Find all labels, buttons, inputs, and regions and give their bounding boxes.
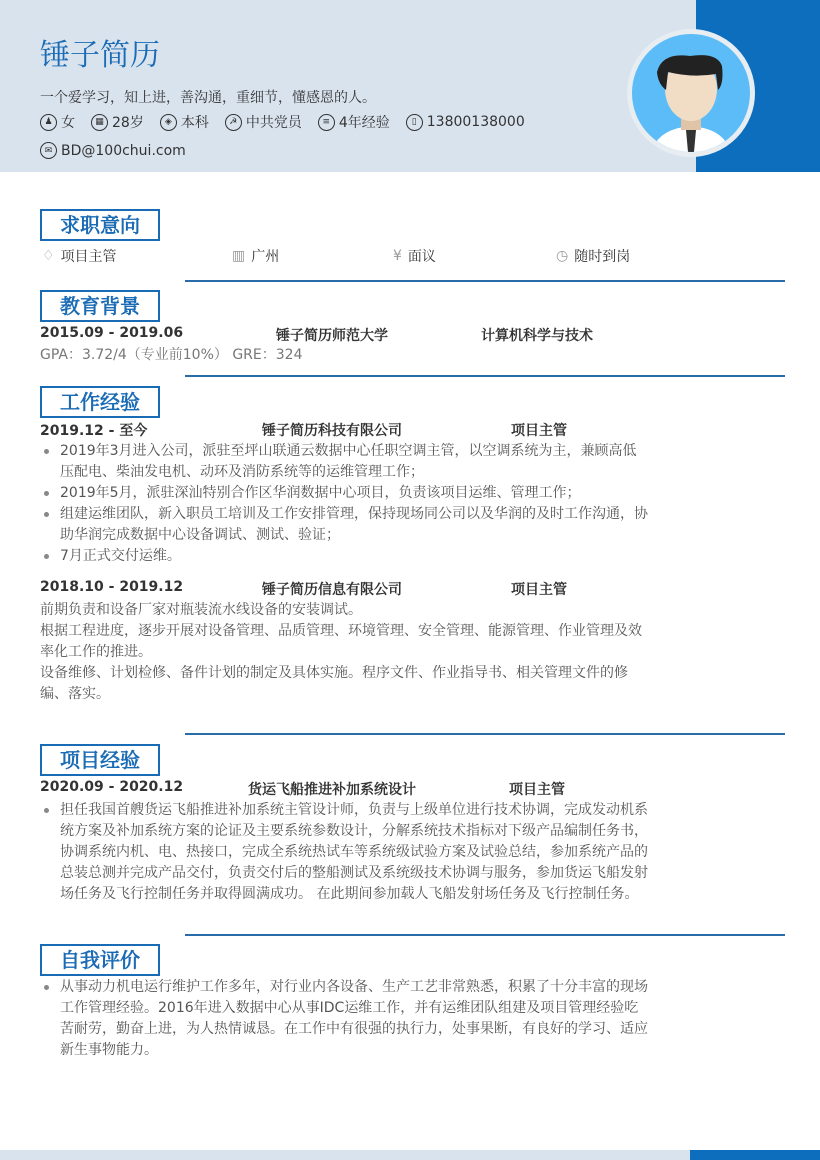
edu-detail: GPA：3.72/4（专业前10%） GRE：324 — [40, 347, 303, 363]
job-description — [40, 600, 650, 705]
info-phone — [406, 112, 525, 132]
info-text: 13800138000 — [426, 114, 525, 130]
intent-text: 广州 — [251, 249, 280, 265]
gender-icon: ♟ — [40, 114, 57, 131]
party-icon: ☭ — [225, 114, 242, 131]
description-line: 设备维修、计划检修、备件计划的制定及具体实施。程序文件、作业指导书、相关管理文件的修编、落实。 — [40, 665, 628, 702]
project-bullets — [40, 800, 650, 905]
job-date: 2019.12 - 至今 — [40, 423, 148, 439]
motto: 一个爱学习，知上进，善沟通，重细节，懂感恩的人。 — [40, 90, 376, 106]
experience-icon: ≡ — [318, 114, 335, 131]
list-item: 从事动力机电运行维护工作多年，对行业内各设备、生产工艺非常熟悉，积累了十分丰富的现场工作管理经验。2016年进入数据中心从事IDC运维工作，并有运维团队组建及项目管理经验吃苦耐劳，勤奋上进，为人热情诚恳。在工作中有很强的执行力，处事果断，有良好的学习、适应新生事物能力。 — [40, 977, 650, 1061]
avatar — [627, 29, 755, 157]
calendar-icon: ▦ — [91, 114, 108, 131]
intent-position — [42, 246, 117, 266]
job-role: 项目主管 — [511, 423, 567, 439]
intent-salary — [393, 246, 436, 266]
divider — [185, 934, 785, 936]
edu-date: 2015.09 - 2019.06 — [40, 325, 184, 341]
info-email — [40, 142, 186, 159]
job-bullets — [40, 441, 650, 567]
job-role: 项目主管 — [511, 582, 567, 598]
edu-major: 计算机科学与技术 — [481, 328, 593, 344]
divider — [185, 280, 785, 282]
yen-icon: ¥ — [393, 248, 402, 264]
info-text: 本科 — [180, 115, 209, 131]
project-name: 货运飞船推进补加系统设计 — [248, 782, 416, 798]
tie-icon: ♢ — [42, 248, 55, 264]
info-age — [91, 112, 144, 132]
info-text: 中共党员 — [245, 115, 302, 131]
divider — [185, 375, 785, 377]
info-gender — [40, 112, 75, 132]
job-company: 锤子简历科技有限公司 — [262, 423, 402, 439]
job-date: 2018.10 - 2019.12 — [40, 579, 184, 595]
info-party — [225, 112, 302, 132]
avatar-illustration — [632, 34, 750, 152]
section-title-self: 自我评价 — [40, 944, 160, 976]
intent-text: 面议 — [407, 249, 436, 265]
intent-city — [232, 246, 279, 266]
email-text: BD@100chui.com — [61, 142, 186, 159]
edu-school: 锤子简历师范大学 — [276, 328, 388, 344]
info-degree — [160, 112, 209, 132]
resume-name: 锤子简历 — [40, 38, 160, 73]
project-role: 项目主管 — [509, 782, 565, 798]
section-title-intent: 求职意向 — [40, 209, 160, 241]
info-text: 4年经验 — [338, 115, 390, 131]
self-bullets — [40, 977, 650, 1061]
clock-icon: ◷ — [556, 248, 569, 264]
list-item: 组建运维团队，新入职员工培训及工作安排管理，保持现场同公司以及华润的及时工作沟通，协助华润完成数据中心设备调试、测试、验证； — [40, 504, 650, 546]
info-text: 28岁 — [112, 115, 144, 131]
project-date: 2020.09 - 2020.12 — [40, 779, 184, 795]
intent-availability — [556, 246, 630, 266]
intent-text: 项目主管 — [60, 249, 117, 265]
personal-info — [40, 112, 525, 132]
list-item: 担任我国首艘货运飞船推进补加系统主管设计师，负责与上级单位进行技术协调，完成发动机系统方案及补加系统方案的论证及主要系统参数设计，分解系统技术指标对下级产品编制任务书，协调系统内机、电、热接口，完成全系统热试车等系统级试验方案及试验总结，参加系统产品的总装总测并完成产品交付，负责交付后的整船测试及系统级技术协调与服务，参加货运飞船发射场任务及飞行控制任务并取得圆满成功。 在此期间参加载人飞船发射场任务及飞行控制任务。 — [40, 800, 650, 905]
graduation-icon: ◈ — [160, 114, 177, 131]
info-text: 女 — [61, 115, 75, 131]
section-title-education: 教育背景 — [40, 290, 160, 322]
section-title-work: 工作经验 — [40, 386, 160, 418]
description-line: 前期负责和设备厂家对瓶装流水线设备的安装调试。 — [40, 602, 362, 618]
section-title-project: 项目经验 — [40, 744, 160, 776]
footer-accent — [690, 1150, 820, 1160]
building-icon: ▥ — [232, 248, 246, 264]
description-line: 根据工程进度，逐步开展对设备管理、品质管理、环境管理、安全管理、能源管理、作业管理及效率化工作的推进。 — [40, 623, 642, 660]
job-company: 锤子简历信息有限公司 — [262, 582, 402, 598]
list-item: 2019年5月，派驻深汕特别合作区华润数据中心项目，负责该项目运维、管理工作； — [40, 483, 650, 504]
info-experience — [318, 112, 390, 132]
list-item: 2019年3月进入公司，派驻至坪山联通云数据中心任职空调主管，以空调系统为主，兼顾高低压配电、柴油发电机、动环及消防系统等的运维管理工作； — [40, 441, 650, 483]
intent-text: 随时到岗 — [574, 249, 631, 265]
email-icon: ✉ — [40, 142, 57, 159]
phone-icon: ▯ — [406, 114, 423, 131]
list-item: 7月正式交付运维。 — [40, 546, 650, 567]
divider — [185, 733, 785, 735]
